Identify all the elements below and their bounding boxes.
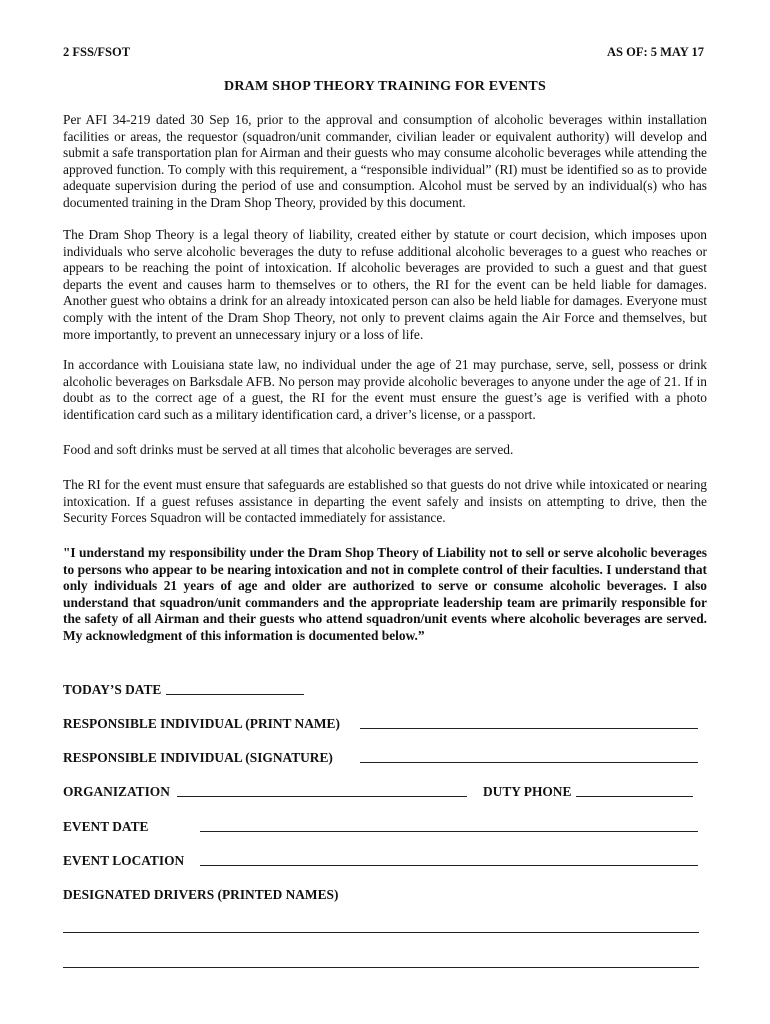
page-title: DRAM SHOP THEORY TRAINING FOR EVENTS [224,79,546,94]
designated-driver-line-1[interactable] [63,932,699,933]
event-location-label: EVENT LOCATION [63,853,185,868]
ri-signature-line[interactable] [360,762,698,763]
ri-print-name-label: RESPONSIBLE INDIVIDUAL (PRINT NAME) [63,716,340,731]
event-date-line[interactable] [200,831,698,832]
todays-date-line[interactable] [166,694,304,695]
event-date-label: EVENT DATE [63,819,149,834]
as-of-date: AS OF: 5 MAY 17 [607,45,704,59]
paragraph-safeguards: The RI for the event must ensure that safeguards are established so that guests do not drive while intoxicated or nearing intoxication. If a guest refuses assistance in departing the event safely and insists on attempting to drive, then the Security Forces Squadron will be contacted immediately for assistance. [63,477,707,526]
todays-date-label: TODAY’S DATE [63,682,162,697]
organization-label: ORGANIZATION [63,784,170,799]
paragraph-dram-shop-definition: The Dram Shop Theory is a legal theory of liability, created either by statute or court decision, which imposes upon individuals who serve alcoholic beverages the duty to refuse additional alcoholic beverages to a guest who reaches or appears to be reaching the point of intoxication. If alcoholic beverages are provided to such a guest and that guest departs the event and causes harm to themselves or to others, the RI for the event can be held liable for damages. Another guest who obtains a drink for an already intoxicated person can also be held liable for damages. Everyone must comply with the intent of the Dram Shop Theory, not only to prevent claims again the Air Force and themselves, but more importantly, to prevent an unnecessary injury or a loss of life. [63,227,707,342]
office-symbol: 2 FSS/FSOT [63,45,131,59]
paragraph-food-drinks: Food and soft drinks must be served at all times that alcoholic beverages are served. [63,442,514,457]
event-location-line[interactable] [200,865,698,866]
paragraph-afi-requirement: Per AFI 34-219 dated 30 Sep 16, prior to the approval and consumption of alcoholic beverages within installation facilities or areas, the requestor (squadron/unit commander, civilian leader or equivalent authority) will develop and submit a safe transportation plan for Airman and their guests who may consume alcoholic beverages while attending the approved function. To comply with this requirement, a “responsible individual” (RI) must be identified so as to provide adequate supervision during the period of use and consumption. Alcohol must be served by an individual(s) who has documented training in the Dram Shop Theory, provided by this document. [63,112,707,210]
organization-line[interactable] [177,796,467,797]
paragraph-louisiana-law: In accordance with Louisiana state law, no individual under the age of 21 may purchase, serve, sell, possess or drink alcoholic beverages on Barksdale AFB. No person may provide alcoholic beverages to anyone under the age of 21. If in doubt as to the correct age of a guest, the RI for the event must ensure the guest’s age is verified with a photo identification card such as a military identification card, a driver’s license, or a passport. [63,357,707,422]
duty-phone-label: DUTY PHONE [483,784,572,799]
duty-phone-line[interactable] [576,796,693,797]
acknowledgment-statement: "I understand my responsibility under the Dram Shop Theory of Liability not to sell or serve alcoholic beverages to persons who appear to be nearing intoxication and not in complete control of their faculties. I understand that only individuals 21 years of age and older are authorized to serve or consume alcoholic beverages. I also understand that squadron/unit commanders and the appropriate leadership team are primarily responsible for the safety of all Airman and their guests who attend squadron/unit events where alcoholic beverages are served. My acknowledgment of this information is documented below.” [63,545,707,643]
designated-drivers-label: DESIGNATED DRIVERS (PRINTED NAMES) [63,887,339,902]
ri-print-name-line[interactable] [360,728,698,729]
ri-signature-label: RESPONSIBLE INDIVIDUAL (SIGNATURE) [63,750,333,765]
designated-driver-line-2[interactable] [63,967,699,968]
